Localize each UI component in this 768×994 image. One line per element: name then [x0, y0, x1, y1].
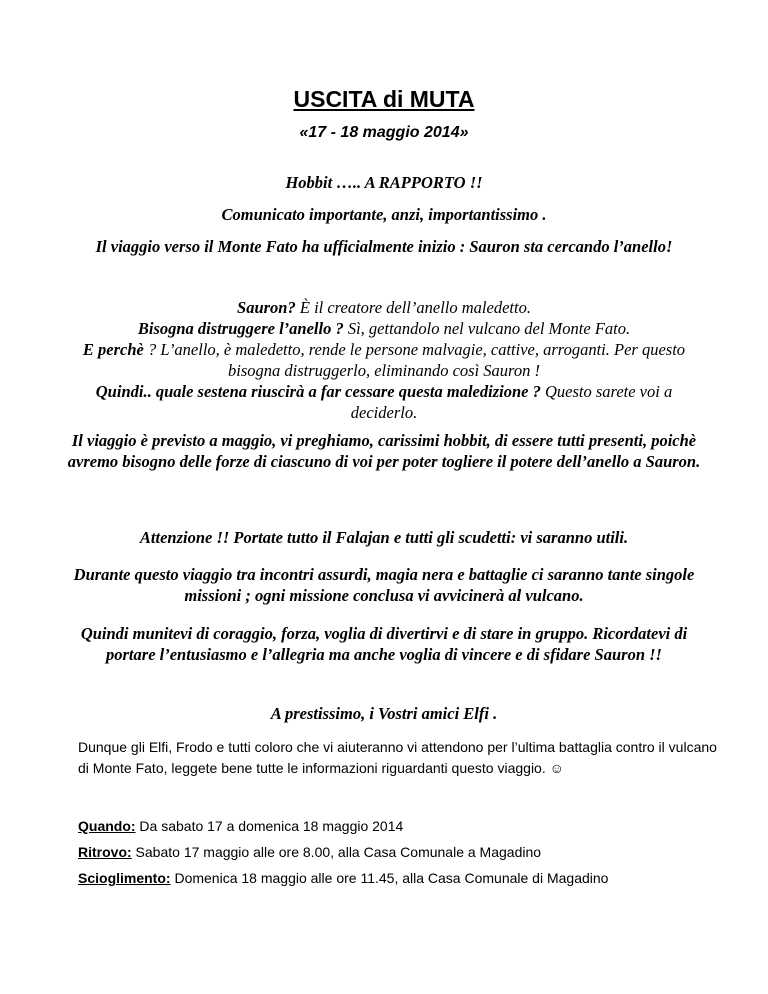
qa-item	[70, 318, 698, 339]
qa-answer: Questo sarete voi a deciderlo.	[350, 382, 673, 422]
info-value: Da sabato 17 a domenica 18 maggio 2014	[135, 818, 404, 834]
document-title: USCITA di MUTA	[293, 86, 475, 112]
document-subtitle: «17 - 18 maggio 2014»	[299, 124, 469, 141]
qa-item	[70, 381, 698, 423]
paragraph-saluti: A prestissimo, i Vostri amici Elfi .	[270, 704, 498, 723]
info-value: Domenica 18 maggio alle ore 11.45, alla Casa Comunale di Magadino	[170, 870, 609, 886]
info-label: Scioglimento:	[78, 870, 171, 886]
paragraph-intro: Dunque gli Elfi, Frodo e tutti coloro che vi aiuteranno vi attendono per l’ultima battaglia contro il vulcano di Monte Fato, leggete bene tutte le informazioni riguardanti questo viaggio. ☺	[78, 739, 717, 776]
qa-question: Sauron?	[237, 298, 296, 317]
qa-item	[70, 297, 698, 318]
qa-question: E perchè	[82, 340, 144, 359]
qa-question: Quindi.. quale sestena riuscirà a far cessare questa maledizione ?	[95, 382, 541, 401]
qa-answer: Sì, gettandolo nel vulcano del Monte Fato.	[343, 319, 631, 338]
info-quando	[78, 816, 718, 837]
info-label: Quando:	[78, 818, 136, 834]
paragraph-attenzione: Attenzione !! Portate tutto il Falajan e tutti gli scudetti: vi saranno utili.	[139, 528, 629, 547]
paragraph-quindi: Quindi munitevi di coraggio, forza, voglia di divertirvi e di stare in gruppo. Ricordatevi di portare l’entusiasmo e l’allegria ma anche voglia di vincere e di sfidare Sauron !!	[80, 624, 688, 664]
qa-block	[70, 297, 698, 423]
paragraph-viaggio-inizio: Il viaggio verso il Monte Fato ha ufficialmente inizio : Sauron sta cercando l’anello!	[95, 237, 673, 256]
paragraph-comunicato: Comunicato importante, anzi, importantissimo .	[221, 205, 547, 224]
qa-question: Bisogna distruggere l’anello ?	[137, 319, 344, 338]
qa-item	[70, 339, 698, 381]
paragraph-durante: Durante questo viaggio tra incontri assurdi, magia nera e battaglie ci saranno tante singole missioni ; ogni missione conclusa vi avvicinerà al vulcano.	[73, 565, 695, 605]
info-scioglimento	[78, 868, 718, 889]
info-label: Ritrovo:	[78, 844, 132, 860]
paragraph-viaggio-maggio: Il viaggio è previsto a maggio, vi preghiamo, carissimi hobbit, di essere tutti presenti, poichè avremo bisogno delle forze di ciascuno di voi per poter togliere il potere dell’anello a Sauron.	[67, 431, 701, 471]
paragraph-hobbit: Hobbit ….. A RAPPORTO !!	[285, 173, 483, 192]
qa-answer: È il creatore dell’anello maledetto.	[295, 298, 531, 317]
qa-answer: ? L’anello, è maledetto, rende le persone malvagie, cattive, arroganti. Per questo bisogna distruggerlo, eliminando così Sauron !	[143, 340, 686, 380]
info-ritrovo	[78, 842, 718, 863]
info-value: Sabato 17 maggio alle ore 8.00, alla Casa Comunale a Magadino	[131, 844, 542, 860]
